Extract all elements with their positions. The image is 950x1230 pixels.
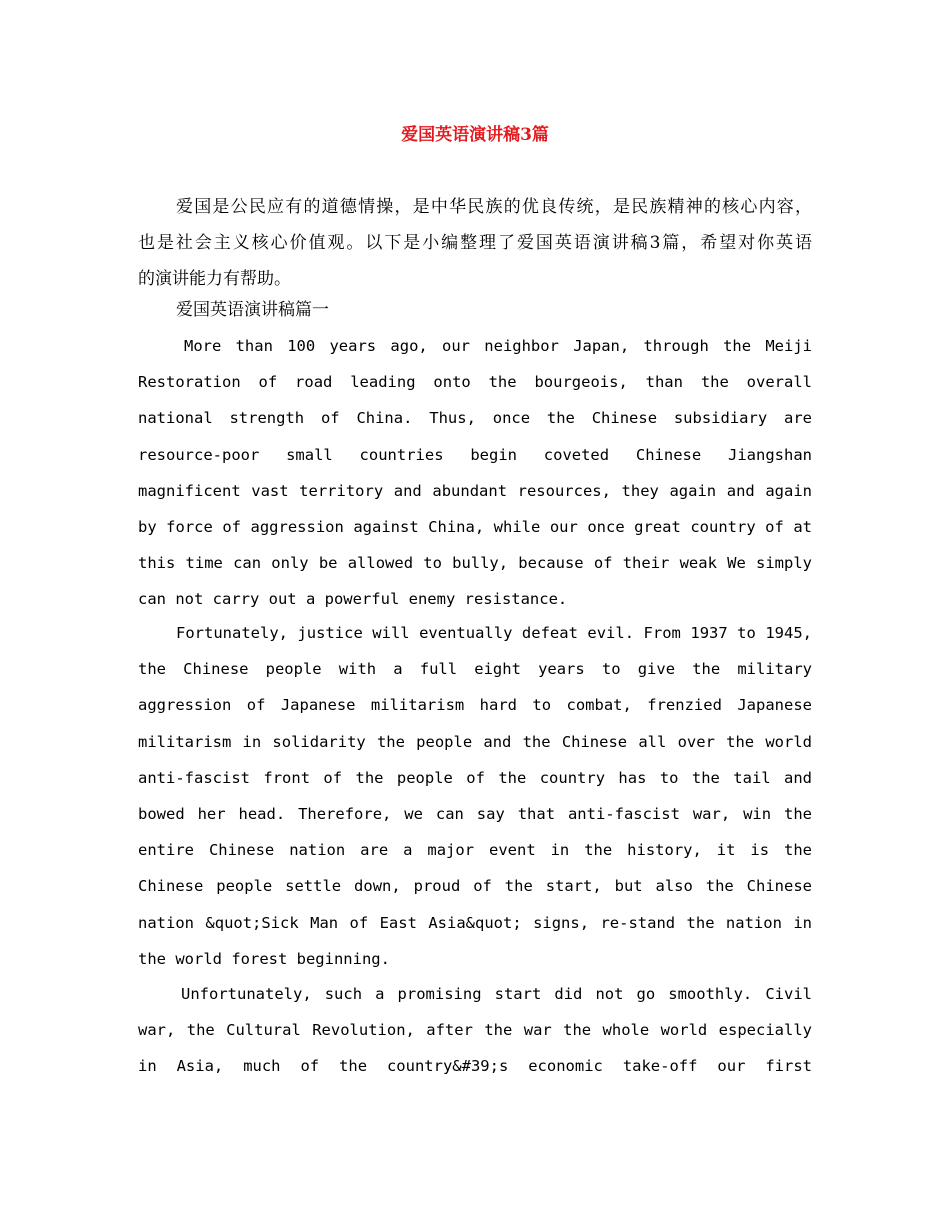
section-heading-block [138, 292, 812, 328]
paragraph-line: Restoration of road leading onto the bourgeois, than the overall [138, 373, 812, 392]
paragraph-line: national strength of China. Thus, once the Chinese subsidiary are [138, 409, 812, 428]
document-title: 爱国英语演讲稿3篇 [401, 125, 549, 145]
intro-line: 爱国是公民应有的道德情操，是中华民族的优良传统，是民族精神的核心内容， [176, 197, 812, 217]
intro-paragraph [138, 189, 812, 297]
paragraph-line: militarism in solidarity the people and the Chinese all over the world [138, 732, 812, 751]
paragraph-line: aggression of Japanese militarism hard to combat, frenzied Japanese [138, 696, 812, 715]
paragraph-line: More than 100 years ago, our neighbor Japan, through the Meiji [184, 337, 812, 355]
paragraph-line: in Asia, much of the country&#39;s economic take-off our first [138, 1057, 812, 1076]
paragraph-line: Chinese people settle down, proud of the start, but also the Chinese [138, 877, 812, 896]
intro-line: 也是社会主义核心价值观。以下是小编整理了爱国英语演讲稿3篇，希望对你英语 [138, 233, 812, 253]
paragraph-line: the world forest beginning. [138, 949, 390, 968]
paragraph-2 [138, 615, 812, 977]
intro-line: 的演讲能力有帮助。 [138, 269, 291, 289]
paragraph-line: this time can only be allowed to bully, because of their weak We simply [138, 554, 812, 573]
section-heading: 爱国英语演讲稿篇一 [176, 300, 329, 320]
paragraph-line: the Chinese people with a full eight years to give the military [138, 660, 812, 679]
paragraph-1 [138, 328, 812, 618]
paragraph-line: bowed her head. Therefore, we can say that anti-fascist war, win the [138, 805, 812, 824]
paragraph-line: can not carry out a powerful enemy resistance. [138, 590, 568, 609]
paragraph-line: entire Chinese nation are a major event in the history, it is the [138, 841, 812, 860]
paragraph-line: anti-fascist front of the people of the country has to the tail and [138, 768, 812, 787]
paragraph-line: magnificent vast territory and abundant resources, they again and again [138, 481, 812, 500]
paragraph-line: by force of aggression against China, while our once great country of at [138, 518, 812, 537]
paragraph-line: Fortunately, justice will eventually defeat evil. From 1937 to 1945, [176, 624, 812, 642]
paragraph-line: war, the Cultural Revolution, after the war the whole world especially [138, 1021, 812, 1040]
paragraph-3 [138, 976, 812, 1085]
paragraph-line: nation &quot;Sick Man of East Asia&quot; signs, re-stand the nation in [138, 913, 812, 932]
paragraph-line: Unfortunately, such a promising start did not go smoothly. Civil [181, 985, 812, 1003]
paragraph-line: resource-poor small countries begin coveted Chinese Jiangshan [138, 445, 812, 464]
